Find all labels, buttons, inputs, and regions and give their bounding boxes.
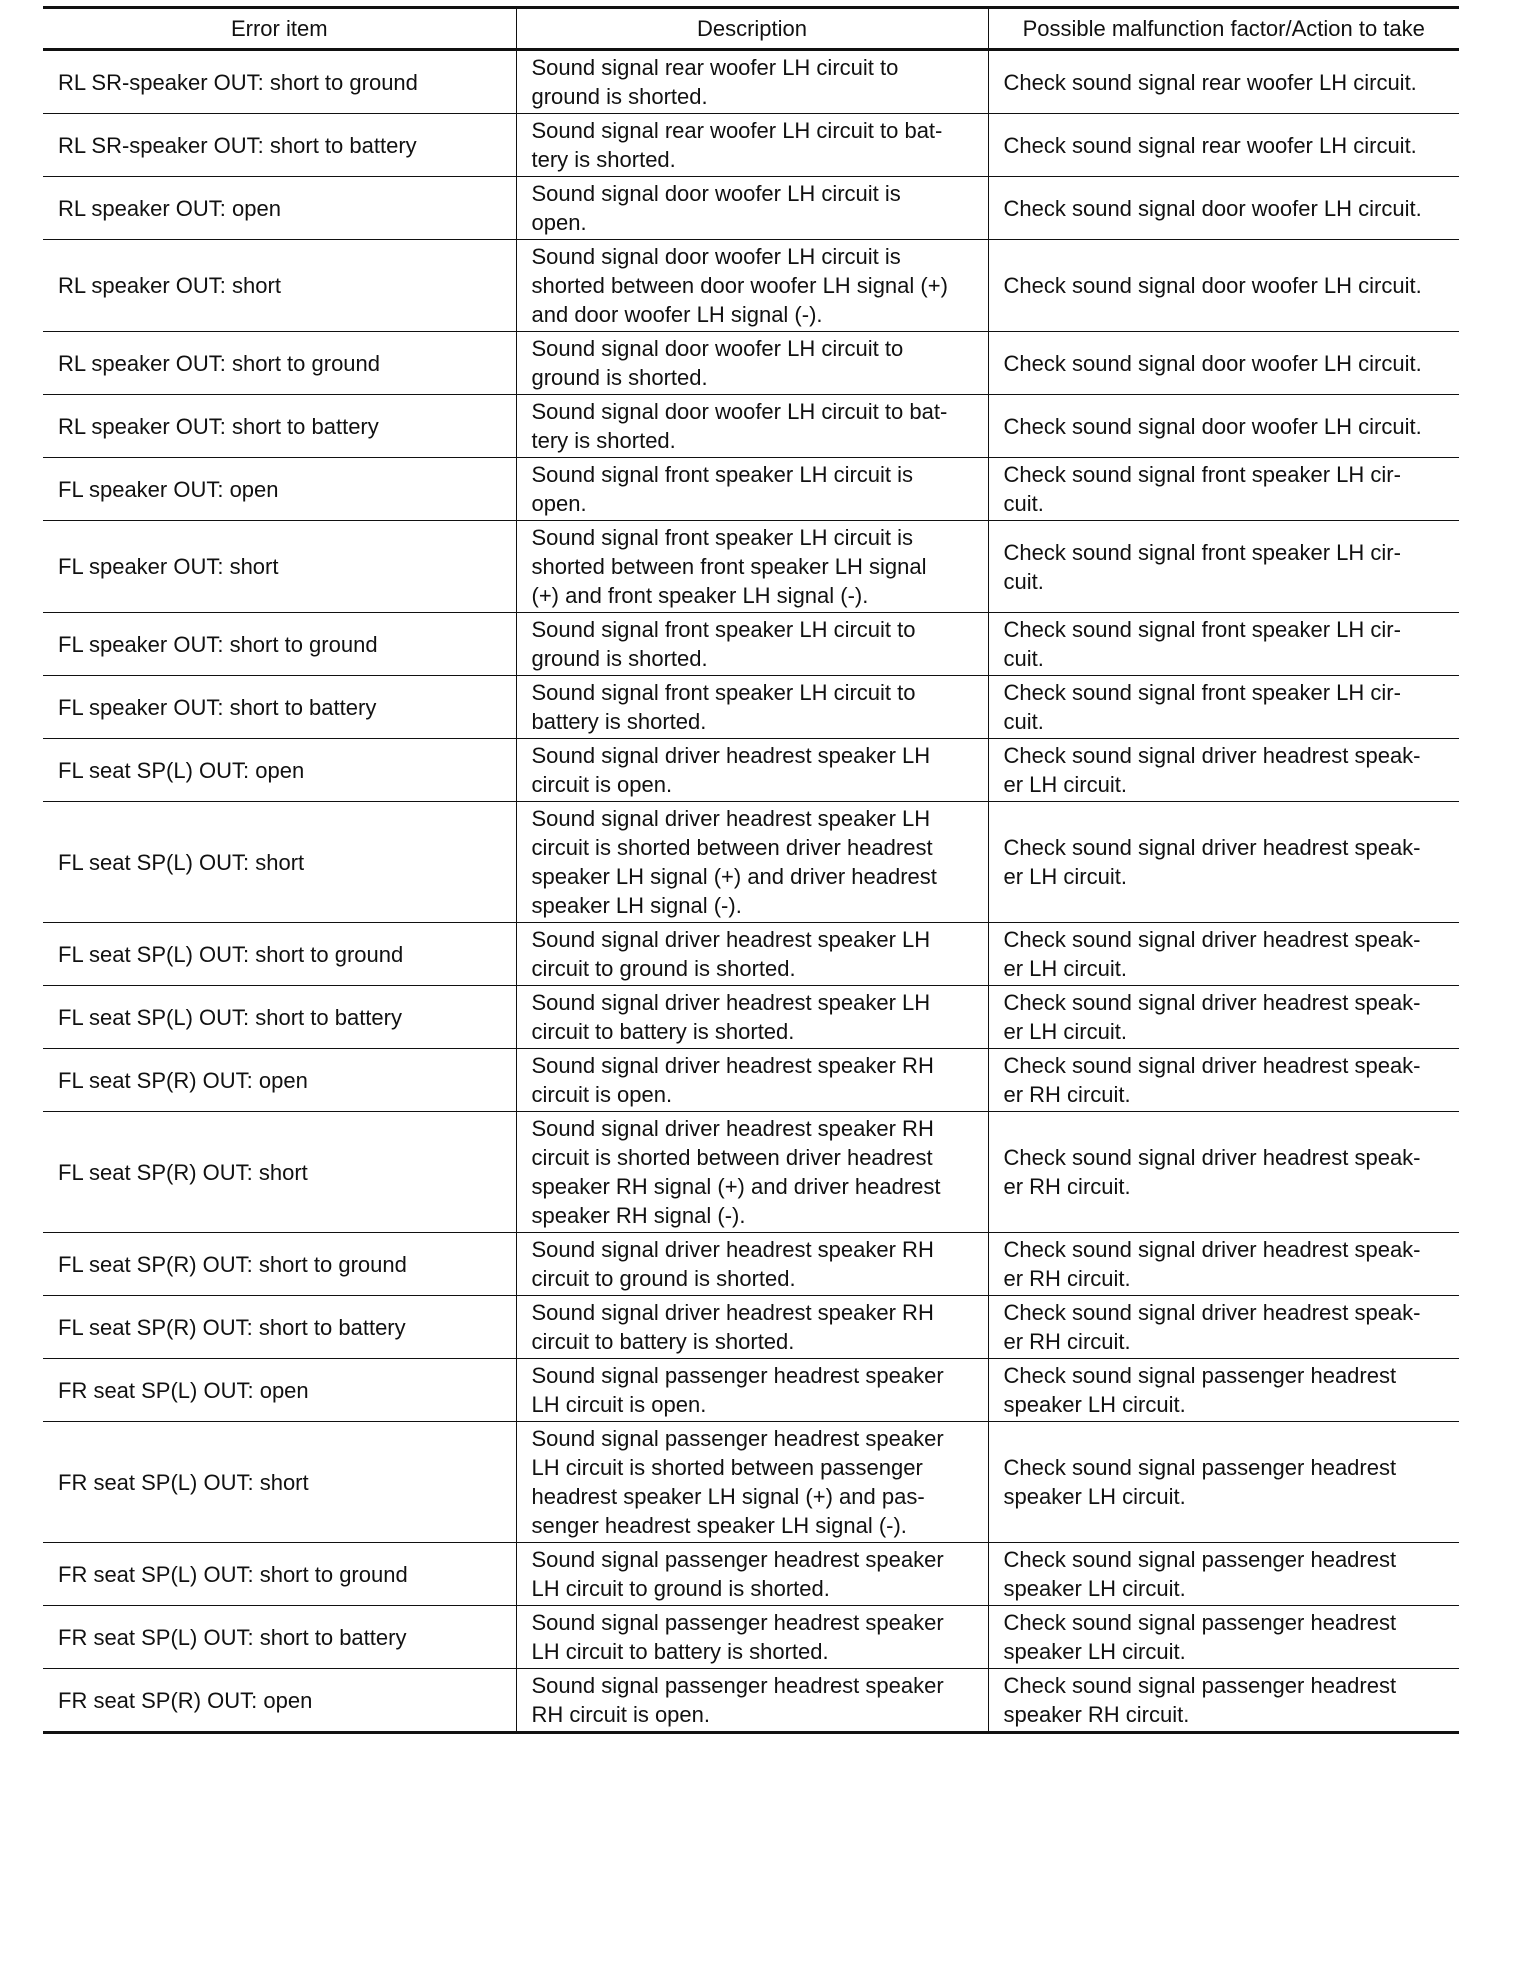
header-description: Description: [516, 8, 988, 50]
action-cell: Check sound signal door woofer LH circuit.: [988, 177, 1459, 240]
table-row: [43, 1606, 1459, 1669]
table-row: [43, 458, 1459, 521]
error-item-cell: FL seat SP(L) OUT: short to battery: [43, 986, 516, 1049]
action-cell: Check sound signal passenger headrest speaker LH circuit.: [988, 1606, 1459, 1669]
error-item-cell: FL speaker OUT: short to battery: [43, 676, 516, 739]
header-error-item: Error item: [43, 8, 516, 50]
description-cell: Sound signal driver headrest speaker LH circuit to battery is shorted.: [516, 986, 988, 1049]
description-cell: Sound signal door woofer LH circuit is open.: [516, 177, 988, 240]
description-cell: Sound signal driver headrest speaker RH circuit is open.: [516, 1049, 988, 1112]
description-cell: Sound signal front speaker LH circuit is open.: [516, 458, 988, 521]
error-item-table: [43, 6, 1459, 1734]
description-cell: Sound signal driver headrest speaker LH circuit is open.: [516, 739, 988, 802]
error-item-cell: FL seat SP(R) OUT: short to ground: [43, 1233, 516, 1296]
table-row: [43, 613, 1459, 676]
description-cell: Sound signal rear woofer LH circuit to ground is shorted.: [516, 50, 988, 114]
error-item-cell: FL seat SP(R) OUT: short: [43, 1112, 516, 1233]
action-cell: Check sound signal driver headrest speak- er LH circuit.: [988, 802, 1459, 923]
table-body: [43, 50, 1459, 1733]
error-item-cell: FR seat SP(L) OUT: open: [43, 1359, 516, 1422]
action-cell: Check sound signal front speaker LH cir- cuit.: [988, 458, 1459, 521]
error-item-cell: RL SR-speaker OUT: short to ground: [43, 50, 516, 114]
error-item-cell: RL speaker OUT: short: [43, 240, 516, 332]
description-cell: Sound signal front speaker LH circuit to battery is shorted.: [516, 676, 988, 739]
action-cell: Check sound signal driver headrest speak- er RH circuit.: [988, 1233, 1459, 1296]
table-row: [43, 332, 1459, 395]
action-cell: Check sound signal driver headrest speak- er RH circuit.: [988, 1296, 1459, 1359]
action-cell: Check sound signal rear woofer LH circuit.: [988, 114, 1459, 177]
table-row: [43, 1296, 1459, 1359]
error-item-cell: FL seat SP(L) OUT: short to ground: [43, 923, 516, 986]
table-row: [43, 521, 1459, 613]
table-row: [43, 1233, 1459, 1296]
error-item-cell: RL speaker OUT: open: [43, 177, 516, 240]
description-cell: Sound signal front speaker LH circuit to ground is shorted.: [516, 613, 988, 676]
error-item-cell: RL speaker OUT: short to ground: [43, 332, 516, 395]
table-row: [43, 177, 1459, 240]
action-cell: Check sound signal passenger headrest speaker LH circuit.: [988, 1422, 1459, 1543]
table-row: [43, 1359, 1459, 1422]
action-cell: Check sound signal front speaker LH cir- cuit.: [988, 676, 1459, 739]
description-cell: Sound signal door woofer LH circuit to ground is shorted.: [516, 332, 988, 395]
action-cell: Check sound signal door woofer LH circuit.: [988, 332, 1459, 395]
action-cell: Check sound signal passenger headrest speaker RH circuit.: [988, 1669, 1459, 1733]
table-row: [43, 50, 1459, 114]
description-cell: Sound signal passenger headrest speaker LH circuit to battery is shorted.: [516, 1606, 988, 1669]
error-item-cell: RL speaker OUT: short to battery: [43, 395, 516, 458]
error-item-cell: FL seat SP(L) OUT: open: [43, 739, 516, 802]
action-cell: Check sound signal passenger headrest speaker LH circuit.: [988, 1359, 1459, 1422]
error-item-cell: FL seat SP(L) OUT: short: [43, 802, 516, 923]
action-cell: Check sound signal driver headrest speak- er LH circuit.: [988, 986, 1459, 1049]
description-cell: Sound signal door woofer LH circuit is shorted between door woofer LH signal (+) and door woofer LH signal (-).: [516, 240, 988, 332]
description-cell: Sound signal driver headrest speaker RH circuit to battery is shorted.: [516, 1296, 988, 1359]
table-header-row: [43, 8, 1459, 50]
table-row: [43, 676, 1459, 739]
action-cell: Check sound signal driver headrest speak- er RH circuit.: [988, 1049, 1459, 1112]
action-cell: Check sound signal door woofer LH circuit.: [988, 240, 1459, 332]
table-row: [43, 1669, 1459, 1733]
error-item-cell: FL speaker OUT: short to ground: [43, 613, 516, 676]
table-row: [43, 923, 1459, 986]
table-row: [43, 986, 1459, 1049]
table-row: [43, 240, 1459, 332]
error-item-cell: FL speaker OUT: open: [43, 458, 516, 521]
error-item-cell: RL SR-speaker OUT: short to battery: [43, 114, 516, 177]
description-cell: Sound signal driver headrest speaker LH circuit is shorted between driver headrest speaker LH signal (+) and driver headrest speaker LH signal (-).: [516, 802, 988, 923]
description-cell: Sound signal driver headrest speaker RH circuit is shorted between driver headrest speaker RH signal (+) and driver headrest speaker RH signal (-).: [516, 1112, 988, 1233]
table-row: [43, 1049, 1459, 1112]
description-cell: Sound signal rear woofer LH circuit to bat- tery is shorted.: [516, 114, 988, 177]
error-item-cell: FR seat SP(L) OUT: short: [43, 1422, 516, 1543]
table-row: [43, 1543, 1459, 1606]
error-item-cell: FR seat SP(L) OUT: short to battery: [43, 1606, 516, 1669]
error-item-cell: FR seat SP(L) OUT: short to ground: [43, 1543, 516, 1606]
description-cell: Sound signal front speaker LH circuit is shorted between front speaker LH signal (+) and front speaker LH signal (-).: [516, 521, 988, 613]
description-cell: Sound signal passenger headrest speaker RH circuit is open.: [516, 1669, 988, 1733]
table-row: [43, 1422, 1459, 1543]
description-cell: Sound signal door woofer LH circuit to bat- tery is shorted.: [516, 395, 988, 458]
action-cell: Check sound signal rear woofer LH circuit.: [988, 50, 1459, 114]
action-cell: Check sound signal front speaker LH cir- cuit.: [988, 521, 1459, 613]
description-cell: Sound signal driver headrest speaker RH circuit to ground is shorted.: [516, 1233, 988, 1296]
error-item-cell: FL speaker OUT: short: [43, 521, 516, 613]
action-cell: Check sound signal front speaker LH cir- cuit.: [988, 613, 1459, 676]
description-cell: Sound signal passenger headrest speaker LH circuit is shorted between passenger headrest speaker LH signal (+) and pas- senger headrest speaker LH signal (-).: [516, 1422, 988, 1543]
description-cell: Sound signal passenger headrest speaker LH circuit to ground is shorted.: [516, 1543, 988, 1606]
header-action: Possible malfunction factor/Action to take: [988, 8, 1459, 50]
error-item-cell: FL seat SP(R) OUT: short to battery: [43, 1296, 516, 1359]
table-row: [43, 1112, 1459, 1233]
action-cell: Check sound signal passenger headrest speaker LH circuit.: [988, 1543, 1459, 1606]
table-row: [43, 802, 1459, 923]
action-cell: Check sound signal driver headrest speak- er LH circuit.: [988, 923, 1459, 986]
error-item-cell: FL seat SP(R) OUT: open: [43, 1049, 516, 1112]
table-row: [43, 739, 1459, 802]
action-cell: Check sound signal door woofer LH circuit.: [988, 395, 1459, 458]
table-row: [43, 395, 1459, 458]
action-cell: Check sound signal driver headrest speak- er RH circuit.: [988, 1112, 1459, 1233]
table-row: [43, 114, 1459, 177]
description-cell: Sound signal passenger headrest speaker LH circuit is open.: [516, 1359, 988, 1422]
error-item-cell: FR seat SP(R) OUT: open: [43, 1669, 516, 1733]
action-cell: Check sound signal driver headrest speak- er LH circuit.: [988, 739, 1459, 802]
description-cell: Sound signal driver headrest speaker LH circuit to ground is shorted.: [516, 923, 988, 986]
